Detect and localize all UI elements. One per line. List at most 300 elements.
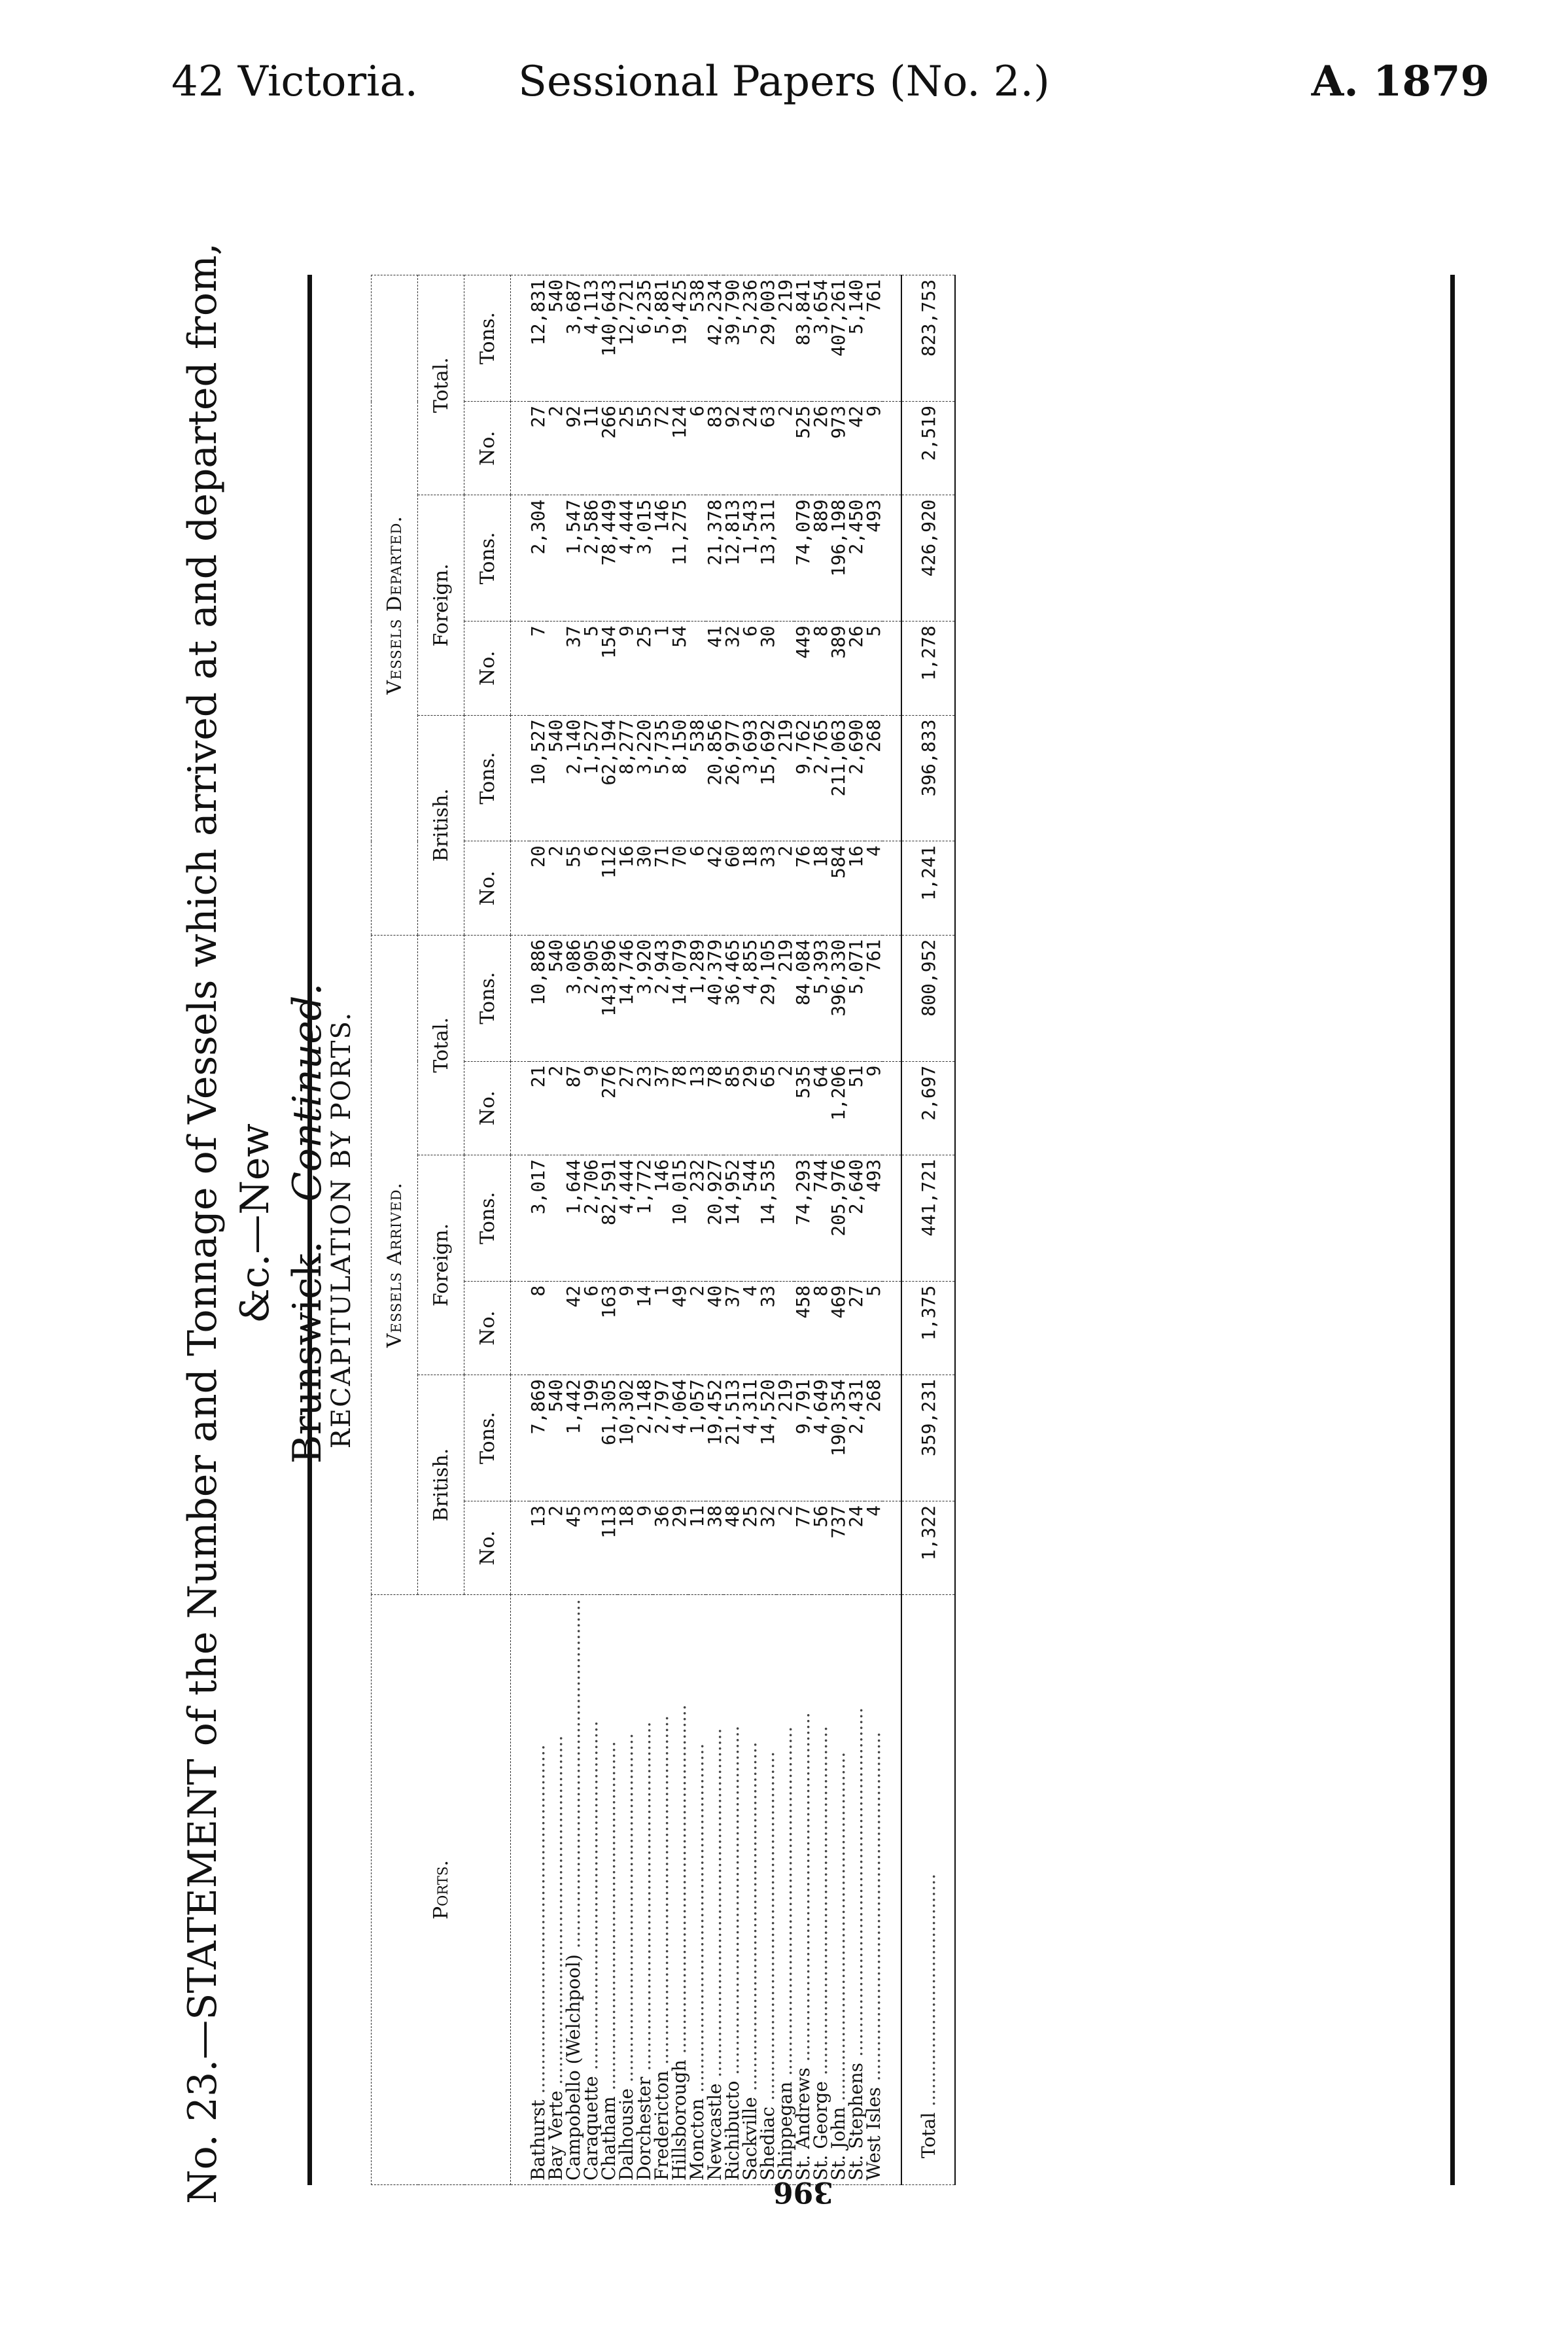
total-cell: 426,920 — [901, 495, 955, 622]
port-label: Dalhousie — [616, 2088, 637, 2181]
table-cell: 737 — [829, 1501, 847, 1595]
table-cell: 87 — [565, 1061, 582, 1155]
departed-header: Vessels Departed. — [372, 275, 418, 936]
table-caption: RECAPITULATION BY PORTS. — [326, 1011, 357, 1449]
table-cell: 211,063 — [829, 715, 847, 841]
port-label: Sackville — [739, 2097, 761, 2181]
leader-dots: ............................................................ — [563, 1599, 584, 1955]
table-cell: 469 — [829, 1281, 847, 1375]
total-cell: 1,375 — [901, 1281, 955, 1375]
leader-dots: ............................................................ — [616, 1733, 637, 2089]
table-cell: 62,194 — [600, 715, 618, 841]
table-cell: 20,927 — [706, 1155, 723, 1281]
recapitulation-table — [371, 275, 956, 2185]
table-cell: 27 — [618, 1061, 635, 1155]
port-name — [635, 1595, 653, 2185]
table-cell: 37 — [723, 1281, 741, 1375]
table-cell: 42 — [847, 402, 865, 495]
table-cell: 744 — [812, 1155, 829, 1281]
table-cell: 15,692 — [759, 715, 776, 841]
total-cell: 1,322 — [901, 1501, 955, 1595]
table-cell: 113 — [600, 1501, 618, 1595]
header-center: Sessional Papers (No. 2.) — [518, 58, 1050, 106]
leader-dots: ........................................ — [917, 1873, 939, 2112]
table-cell: 2 — [776, 841, 794, 935]
table-cell: 92 — [723, 402, 741, 495]
table-cell: 36 — [653, 1501, 671, 1595]
table-cell: 6 — [688, 841, 706, 935]
table-cell: 493 — [865, 495, 882, 622]
table-cell: 29,105 — [759, 935, 776, 1061]
column-subheader: No. — [464, 841, 511, 935]
table-cell: 21 — [529, 1061, 547, 1155]
table-cell: 9 — [618, 1281, 635, 1375]
table-cell: 77 — [794, 1501, 812, 1595]
table-cell: 1,547 — [565, 495, 582, 622]
table-row — [812, 275, 829, 2185]
port-name — [794, 1595, 812, 2185]
table-cell: 9 — [865, 402, 882, 495]
table-cell: 2,706 — [582, 1155, 600, 1281]
table-cell: 51 — [847, 1061, 865, 1155]
table-cell: 525 — [794, 402, 812, 495]
leader-dots: ............................................................ — [828, 1751, 849, 2107]
table-cell — [688, 495, 706, 622]
table-cell: 219 — [776, 715, 794, 841]
table-cell: 2,431 — [847, 1375, 865, 1501]
table-cell: 14,535 — [759, 1155, 776, 1281]
port-name — [582, 1595, 600, 2185]
table-cell — [547, 1281, 565, 1375]
table-cell: 92 — [565, 402, 582, 495]
table-cell: 16 — [847, 841, 865, 935]
port-name — [829, 1595, 847, 2185]
table-cell: 5 — [865, 1281, 882, 1375]
column-subheader: Tons. — [464, 495, 511, 622]
table-cell: 9 — [582, 1061, 600, 1155]
table-cell: 8 — [812, 622, 829, 715]
table-cell: 266 — [600, 402, 618, 495]
leader-dots: ............................................................ — [845, 1707, 867, 2063]
leader-dots: ............................................................ — [739, 1742, 761, 2097]
table-cell: 49 — [671, 1281, 688, 1375]
port-name — [600, 1595, 618, 2185]
port-label: Newcastle — [704, 2083, 725, 2181]
total-cell: 441,721 — [901, 1155, 955, 1281]
table-cell: 32 — [723, 622, 741, 715]
table-cell: 2 — [688, 1281, 706, 1375]
table-cell: 2 — [547, 841, 565, 935]
table-cell: 12,721 — [618, 275, 635, 402]
port-label: Campobello (Welchpool) — [563, 1954, 584, 2181]
table-cell: 5 — [582, 622, 600, 715]
total-cell: 1,241 — [901, 841, 955, 935]
group-header: Total. — [418, 935, 464, 1155]
table-row — [671, 275, 688, 2185]
leader-dots: ............................................................ — [810, 1726, 831, 2082]
table-cell: 2 — [776, 1061, 794, 1155]
column-subheader: No. — [464, 1281, 511, 1375]
table-cell: 72 — [653, 402, 671, 495]
table-cell: 1,644 — [565, 1155, 582, 1281]
table-row — [688, 275, 706, 2185]
table-cell — [688, 622, 706, 715]
leader-dots: ............................................................ — [651, 1715, 672, 2071]
port-name — [723, 1595, 741, 2185]
table-cell: 7,869 — [529, 1375, 547, 1501]
table-cell: 54 — [671, 622, 688, 715]
table-cell: 6 — [582, 841, 600, 935]
table-cell: 1 — [653, 1281, 671, 1375]
table-cell: 48 — [723, 1501, 741, 1595]
leader-dots: ............................................................ — [686, 1743, 708, 2099]
table-cell: 268 — [865, 715, 882, 841]
port-label: Bathurst — [527, 2099, 549, 2181]
port-name — [529, 1595, 547, 2185]
table-cell: 5,881 — [653, 275, 671, 402]
table-cell: 8,150 — [671, 715, 688, 841]
table-cell: 1,527 — [582, 715, 600, 841]
table-row — [529, 275, 547, 2185]
table-cell: 3,017 — [529, 1155, 547, 1281]
table-cell: 13 — [529, 1501, 547, 1595]
table-cell: 74,079 — [794, 495, 812, 622]
table-cell: 6 — [741, 622, 759, 715]
table-cell: 538 — [688, 275, 706, 402]
table-cell: 196,198 — [829, 495, 847, 622]
table-cell: 8 — [529, 1281, 547, 1375]
table-cell: 112 — [600, 841, 618, 935]
table-cell: 493 — [865, 1155, 882, 1281]
table-row — [635, 275, 653, 2185]
table-row — [706, 275, 723, 2185]
table-cell: 4 — [741, 1281, 759, 1375]
table-cell: 26,977 — [723, 715, 741, 841]
table-cell: 27 — [847, 1281, 865, 1375]
table-cell: 37 — [653, 1061, 671, 1155]
table-cell: 5,071 — [847, 935, 865, 1061]
table-row — [565, 275, 582, 2185]
table-cell: 2 — [547, 1501, 565, 1595]
leader-dots: ............................................................ — [704, 1728, 725, 2084]
total-cell: 823,753 — [901, 275, 955, 402]
table-cell: 55 — [565, 841, 582, 935]
table-cell: 45 — [565, 1501, 582, 1595]
table-cell: 10,302 — [618, 1375, 635, 1501]
group-header: British. — [418, 1375, 464, 1595]
table-cell: 4,855 — [741, 935, 759, 1061]
table-cell: 8,277 — [618, 715, 635, 841]
table-cell: 268 — [865, 1375, 882, 1501]
port-label: West Isles — [863, 2087, 884, 2181]
table-cell: 18 — [812, 841, 829, 935]
table-cell: 584 — [829, 841, 847, 935]
total-row — [901, 275, 955, 2185]
table-cell: 3,220 — [635, 715, 653, 841]
table-cell: 42 — [706, 841, 723, 935]
table-cell — [776, 1281, 794, 1375]
table-row — [600, 275, 618, 2185]
table-cell: 2,765 — [812, 715, 829, 841]
table-cell: 3 — [582, 1501, 600, 1595]
table-cell: 14 — [635, 1281, 653, 1375]
table-cell: 2,586 — [582, 495, 600, 622]
port-label: Caraquette — [580, 2076, 602, 2181]
table-cell: 535 — [794, 1061, 812, 1155]
table-row — [723, 275, 741, 2185]
table-cell: 20 — [529, 841, 547, 935]
table-cell: 2,797 — [653, 1375, 671, 1501]
column-subheader: No. — [464, 402, 511, 495]
table-cell: 544 — [741, 1155, 759, 1281]
table-cell: 42 — [565, 1281, 582, 1375]
table-cell: 14,952 — [723, 1155, 741, 1281]
table-cell: 232 — [688, 1155, 706, 1281]
group-header: Foreign. — [418, 495, 464, 715]
table-cell: 12,813 — [723, 495, 741, 622]
table-cell — [776, 1155, 794, 1281]
total-cell: 396,833 — [901, 715, 955, 841]
leader-dots: ............................................................ — [863, 1732, 884, 2088]
table-cell: 2 — [776, 1501, 794, 1595]
table-cell: 1,206 — [829, 1061, 847, 1155]
table-cell: 5,236 — [741, 275, 759, 402]
table-cell: 25 — [635, 622, 653, 715]
table-cell: 82,591 — [600, 1155, 618, 1281]
table-cell: 78 — [671, 1061, 688, 1155]
table-cell: 5,735 — [653, 715, 671, 841]
table-cell: 2,943 — [653, 935, 671, 1061]
table-cell: 3,687 — [565, 275, 582, 402]
table-cell: 2,450 — [847, 495, 865, 622]
table-cell: 65 — [759, 1061, 776, 1155]
table-cell: 39,790 — [723, 275, 741, 402]
title-continued: —Continued. — [285, 983, 330, 1241]
total-label: Total — [917, 2112, 939, 2158]
table-cell: 540 — [547, 275, 565, 402]
port-name — [618, 1595, 635, 2185]
table-cell: 41 — [706, 622, 723, 715]
table-cell: 5 — [865, 622, 882, 715]
port-name — [741, 1595, 759, 2185]
port-label: Shippegan — [775, 2081, 796, 2181]
table-cell: 13 — [688, 1061, 706, 1155]
port-name — [671, 1595, 688, 2185]
table-cell: 30 — [635, 841, 653, 935]
table-cell: 38 — [706, 1501, 723, 1595]
port-name — [847, 1595, 865, 2185]
table-cell: 4 — [865, 841, 882, 935]
leader-dots: ............................................................ — [580, 1721, 602, 2077]
table-cell: 4,064 — [671, 1375, 688, 1501]
table-cell: 6 — [688, 402, 706, 495]
table-cell: 78,449 — [600, 495, 618, 622]
table-cell: 154 — [600, 622, 618, 715]
table-row — [794, 275, 812, 2185]
group-header: Foreign. — [418, 1155, 464, 1375]
table-row — [653, 275, 671, 2185]
group-header: Total. — [418, 275, 464, 495]
table-cell: 276 — [600, 1061, 618, 1155]
page-number: 396 — [773, 2175, 833, 2209]
table-cell: 26 — [812, 402, 829, 495]
table-row — [618, 275, 635, 2185]
table-cell: 64 — [812, 1061, 829, 1155]
port-name — [688, 1595, 706, 2185]
column-subheader: Tons. — [464, 1375, 511, 1501]
column-subheader: Tons. — [464, 1155, 511, 1281]
table-cell: 83 — [706, 402, 723, 495]
table-cell: 21,378 — [706, 495, 723, 622]
table-cell: 6 — [582, 1281, 600, 1375]
table-cell: 2 — [776, 402, 794, 495]
table-cell — [547, 622, 565, 715]
table-cell: 3,654 — [812, 275, 829, 402]
ports-header: Ports. — [372, 1595, 511, 2185]
table-cell — [776, 495, 794, 622]
table-cell: 56 — [812, 1501, 829, 1595]
table-cell: 389 — [829, 622, 847, 715]
table-row — [582, 275, 600, 2185]
port-label: St. John — [828, 2107, 849, 2181]
table-cell: 140,643 — [600, 275, 618, 402]
total-cell: 1,278 — [901, 622, 955, 715]
header-left: 42 Victoria. — [171, 58, 418, 106]
port-label: Fredericton — [651, 2070, 672, 2181]
table-cell: 18 — [618, 1501, 635, 1595]
table-cell: 3,015 — [635, 495, 653, 622]
table-cell: 219 — [776, 935, 794, 1061]
table-cell: 12,831 — [529, 275, 547, 402]
table-cell: 84,084 — [794, 935, 812, 1061]
table-cell: 14,079 — [671, 935, 688, 1061]
port-label: Dorchester — [633, 2077, 655, 2181]
table-cell: 9 — [635, 1501, 653, 1595]
table-cell: 396,330 — [829, 935, 847, 1061]
port-name — [565, 1595, 582, 2185]
table-cell: 19,452 — [706, 1375, 723, 1501]
table-cell: 4,444 — [618, 1155, 635, 1281]
leader-dots: ............................................................ — [598, 1741, 619, 2097]
table-cell: 37 — [565, 622, 582, 715]
table-cell: 19,425 — [671, 275, 688, 402]
table-cell: 889 — [812, 495, 829, 622]
port-name — [812, 1595, 829, 2185]
table-cell: 1,543 — [741, 495, 759, 622]
table-cell: 540 — [547, 715, 565, 841]
port-label: Bay Verte — [545, 2090, 566, 2181]
table-cell: 2,304 — [529, 495, 547, 622]
table-cell: 61,305 — [600, 1375, 618, 1501]
port-label: Richibucto — [722, 2080, 743, 2181]
table-cell: 1,289 — [688, 935, 706, 1061]
table-cell: 60 — [723, 841, 741, 935]
table-cell: 3,693 — [741, 715, 759, 841]
table-cell: 124 — [671, 402, 688, 495]
port-label: Hillsborough — [669, 2059, 690, 2181]
table-cell: 1,772 — [635, 1155, 653, 1281]
table-cell: 16 — [618, 841, 635, 935]
table-cell: 11 — [688, 1501, 706, 1595]
table-cell: 7 — [529, 622, 547, 715]
total-cell: 359,231 — [901, 1375, 955, 1501]
leader-dots: ............................................................ — [775, 1726, 796, 2082]
table-cell: 205,976 — [829, 1155, 847, 1281]
leader-dots: ............................................................ — [722, 1725, 743, 2081]
table-cell: 2,140 — [565, 715, 582, 841]
port-name — [547, 1595, 565, 2185]
total-cell: 800,952 — [901, 935, 955, 1061]
table-cell: 30 — [759, 622, 776, 715]
table-cell: 40 — [706, 1281, 723, 1375]
table-cell: 163 — [600, 1281, 618, 1375]
table-cell: 18 — [741, 841, 759, 935]
table-row — [759, 275, 776, 2185]
table-cell: 10,886 — [529, 935, 547, 1061]
table-cell: 2 — [547, 402, 565, 495]
table-cell: 973 — [829, 402, 847, 495]
total-cell: 2,697 — [901, 1061, 955, 1155]
table-row — [847, 275, 865, 2185]
group-header: British. — [418, 715, 464, 935]
table-cell: 538 — [688, 715, 706, 841]
table-row — [741, 275, 759, 2185]
table-cell: 70 — [671, 841, 688, 935]
total-cell: 2,519 — [901, 402, 955, 495]
table-cell: 27 — [529, 402, 547, 495]
table-cell: 76 — [794, 841, 812, 935]
table-cell: 761 — [865, 275, 882, 402]
table-cell: 458 — [794, 1281, 812, 1375]
table-cell: 2,148 — [635, 1375, 653, 1501]
table-cell: 42,234 — [706, 275, 723, 402]
table-cell: 9,791 — [794, 1375, 812, 1501]
port-label: Chatham — [598, 2096, 619, 2181]
table-cell: 36,465 — [723, 935, 741, 1061]
table-cell: 540 — [547, 935, 565, 1061]
table-cell: 2 — [547, 1061, 565, 1155]
table-cell: 9,762 — [794, 715, 812, 841]
table-cell: 85 — [723, 1061, 741, 1155]
port-name — [865, 1595, 882, 2185]
table-cell: 33 — [759, 1281, 776, 1375]
leader-dots: ............................................................ — [669, 1704, 690, 2060]
leader-dots: ............................................................ — [545, 1735, 566, 2091]
port-label: St. Andrews — [792, 2067, 814, 2181]
table-cell: 219 — [776, 1375, 794, 1501]
table-cell: 40,379 — [706, 935, 723, 1061]
port-label: Moncton — [686, 2098, 708, 2181]
table-row — [829, 275, 847, 2185]
table-cell: 26 — [847, 622, 865, 715]
table-cell: 11,275 — [671, 495, 688, 622]
recapitulation-table-frame — [307, 275, 1455, 2185]
column-subheader: Tons. — [464, 715, 511, 841]
table-cell: 78 — [706, 1061, 723, 1155]
table-cell: 32 — [759, 1501, 776, 1595]
port-label: St. Stephens — [845, 2062, 867, 2181]
table-cell: 1 — [653, 622, 671, 715]
port-name — [706, 1595, 723, 2185]
port-label: Shediac — [757, 2106, 778, 2181]
table-cell: 9 — [865, 1061, 882, 1155]
table-cell: 407,261 — [829, 275, 847, 402]
table-cell: 449 — [794, 622, 812, 715]
table-cell: 143,896 — [600, 935, 618, 1061]
table-cell: 761 — [865, 935, 882, 1061]
table-cell — [547, 495, 565, 622]
table-cell: 23 — [635, 1061, 653, 1155]
